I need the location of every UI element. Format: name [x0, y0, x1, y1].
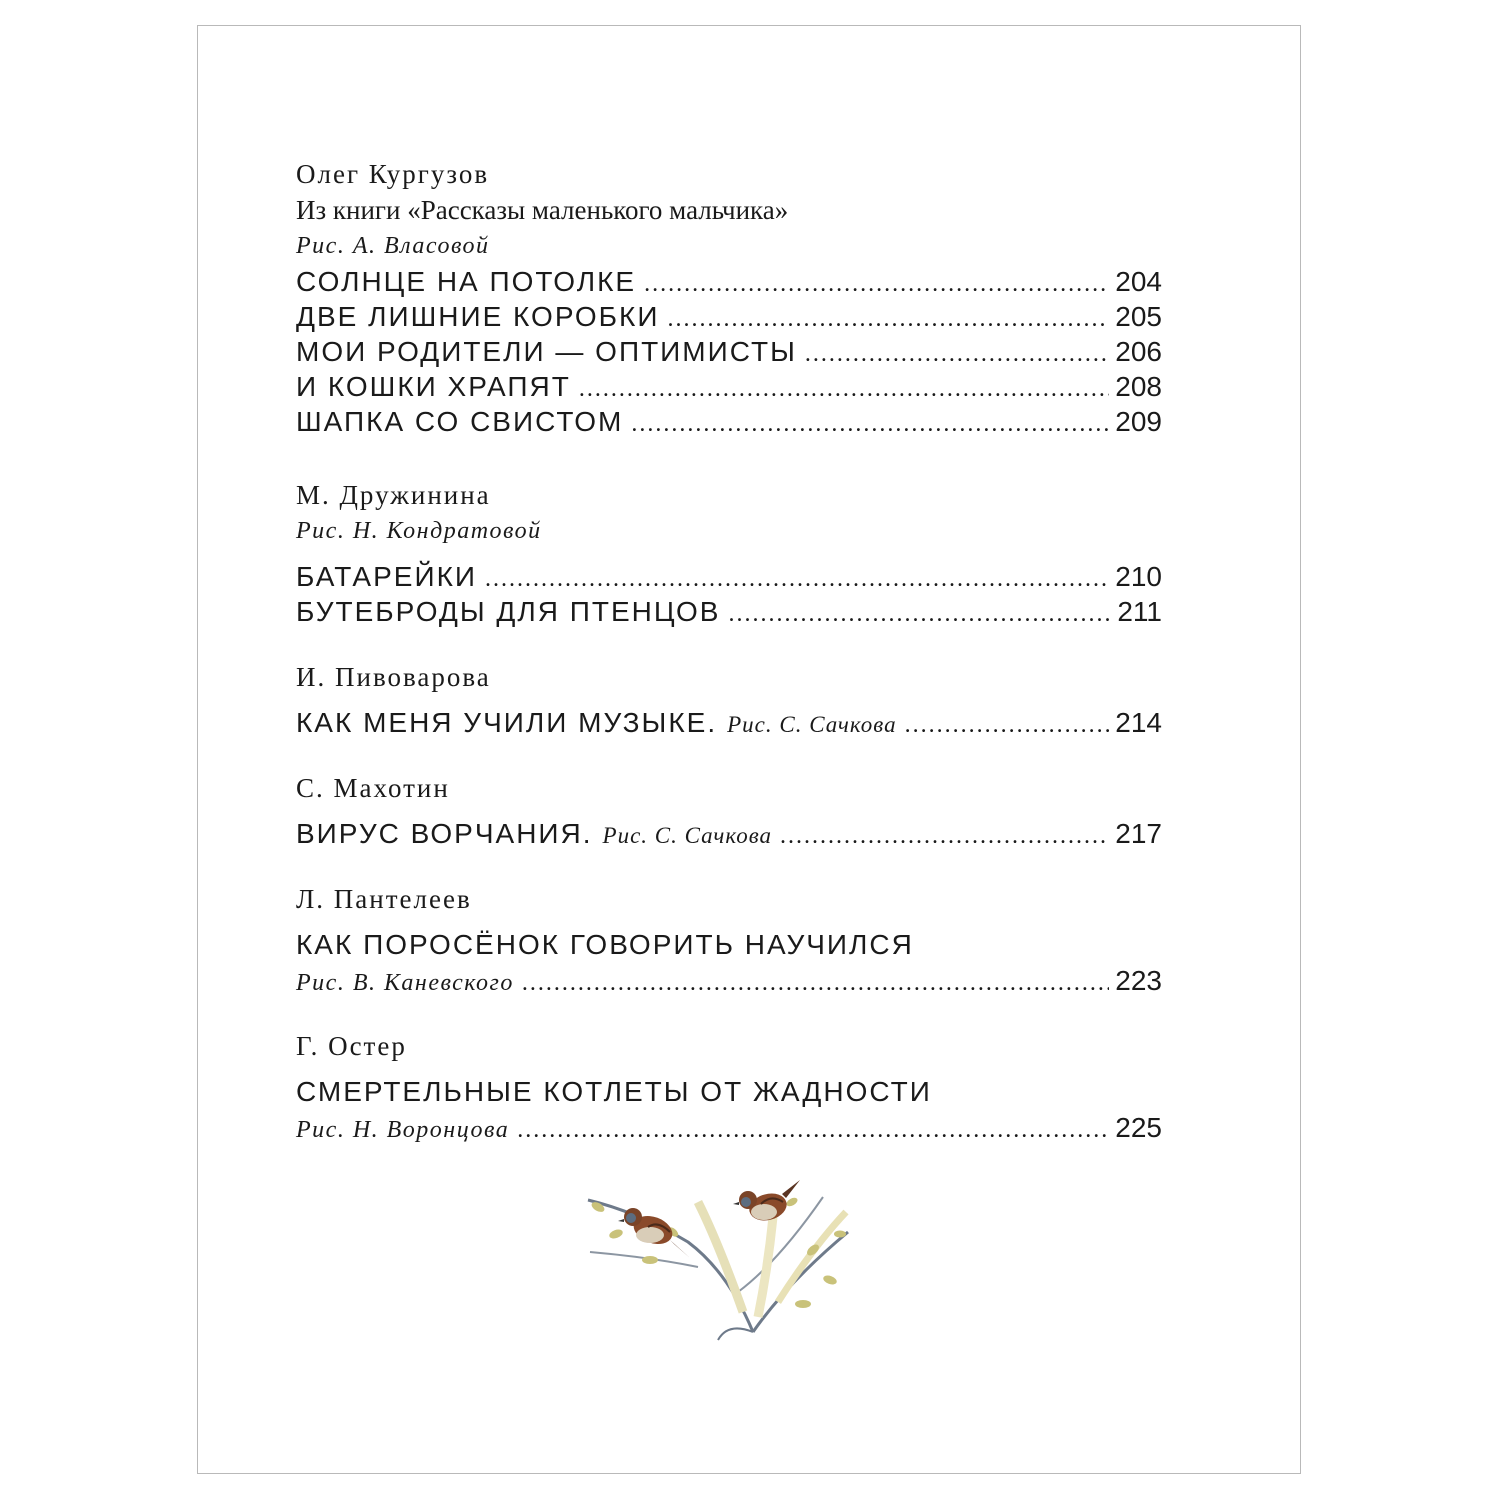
dot-leader — [805, 337, 1109, 372]
dot-leader — [579, 372, 1109, 407]
illustrator-credit: Рис. Н. Кондратовой — [296, 518, 542, 544]
toc-entry[interactable] — [296, 404, 1162, 439]
page-number: 217 — [1115, 818, 1162, 849]
page-number: 208 — [1115, 371, 1162, 402]
dot-leader — [522, 966, 1109, 1001]
illustrator-credit: Рис. С. Сачкова — [602, 823, 773, 848]
dot-leader — [644, 267, 1109, 302]
book-title: Из книги «Рассказы маленького мальчика» — [296, 195, 789, 225]
dot-leader — [728, 597, 1111, 632]
entry-title: ВИРУС ВОРЧАНИЯ. — [296, 818, 593, 849]
toc-entry[interactable] — [296, 334, 1162, 369]
author-name: Л. Пантелеев — [296, 884, 472, 914]
page-number: 214 — [1115, 707, 1162, 738]
author-name: И. Пивоварова — [296, 662, 491, 692]
entry-title[interactable]: СМЕРТЕЛЬНЫЕ КОТЛЕТЫ ОТ ЖАДНОСТИ — [296, 1076, 932, 1107]
author-name: М. Дружинина — [296, 480, 491, 510]
toc-entry[interactable] — [296, 559, 1162, 594]
toc-entry[interactable] — [296, 963, 1162, 998]
entry-title[interactable]: КАК ПОРОСЁНОК ГОВОРИТЬ НАУЧИЛСЯ — [296, 929, 914, 960]
dot-leader — [631, 407, 1109, 442]
page-number: 204 — [1115, 266, 1162, 297]
entry-title: СОЛНЦЕ НА ПОТОЛКЕ — [296, 266, 637, 297]
entry-title: БУТЕБРОДЫ ДЛЯ ПТЕНЦОВ — [296, 596, 721, 627]
entry-title: ДВЕ ЛИШНИЕ КОРОБКИ — [296, 301, 660, 332]
author-name: Олег Кургузов — [296, 159, 490, 189]
dot-leader — [517, 1113, 1109, 1148]
page-number: 211 — [1117, 596, 1162, 627]
toc-entry[interactable] — [296, 594, 1162, 629]
page-number: 209 — [1115, 406, 1162, 437]
dot-leader — [485, 562, 1109, 597]
illustrator-credit: Рис. А. Власовой — [296, 233, 490, 259]
toc-entry[interactable] — [296, 816, 1162, 851]
table-of-contents — [296, 156, 1162, 1145]
toc-entry[interactable] — [296, 705, 1162, 740]
dot-leader — [905, 708, 1110, 743]
illustrator-credit: Рис. С. Сачкова — [727, 712, 897, 737]
page-number: 205 — [1115, 301, 1162, 332]
entry-title: ШАПКА СО СВИСТОМ — [296, 406, 624, 437]
dot-leader — [780, 819, 1109, 854]
entry-title: И КОШКИ ХРАПЯТ — [296, 371, 571, 402]
illustrator-credit: Рис. Н. Воронцова — [296, 1117, 510, 1143]
page-number: 206 — [1115, 336, 1162, 367]
toc-entry[interactable] — [296, 299, 1162, 334]
entry-title: БАТАРЕЙКИ — [296, 561, 478, 592]
sparrows-on-branch-illustration — [578, 1172, 868, 1342]
page-number: 223 — [1115, 965, 1162, 996]
entry-title: КАК МЕНЯ УЧИЛИ МУЗЫКЕ. — [296, 707, 718, 738]
toc-entry[interactable] — [296, 1110, 1162, 1145]
toc-entry[interactable] — [296, 369, 1162, 404]
dot-leader — [667, 302, 1109, 337]
author-name: С. Махотин — [296, 773, 450, 803]
author-name: Г. Остер — [296, 1031, 407, 1061]
page-number: 210 — [1115, 561, 1162, 592]
page-number: 225 — [1115, 1112, 1162, 1143]
illustrator-credit: Рис. В. Каневского — [296, 970, 514, 996]
toc-entry[interactable] — [296, 264, 1162, 299]
entry-title: МОИ РОДИТЕЛИ — ОПТИМИСТЫ — [296, 336, 797, 367]
